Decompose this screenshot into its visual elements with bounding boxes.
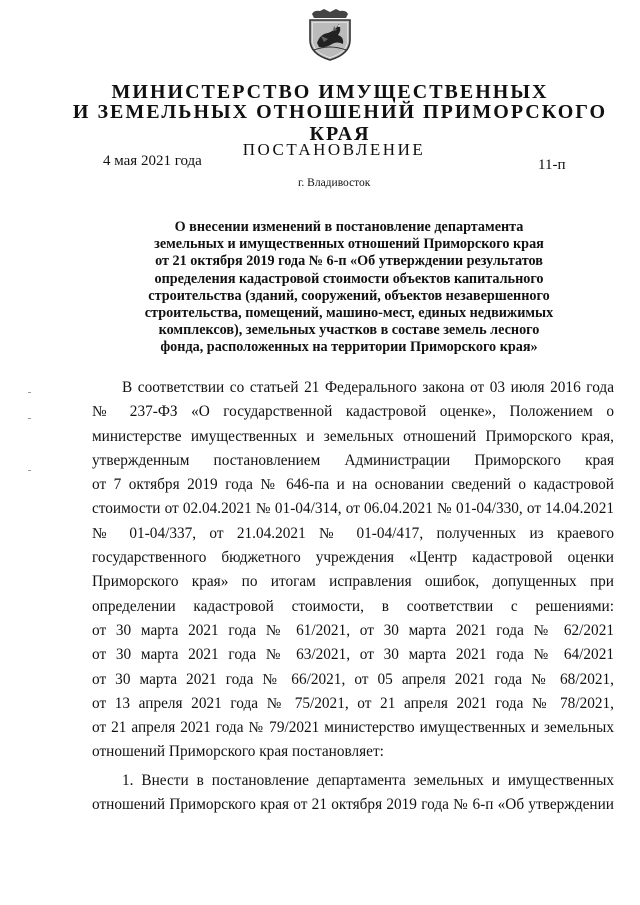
body-line: министерстве имущественных и земельных отношений Приморского края, [92, 427, 614, 445]
body-line: от 7 октября 2019 года № 646-па и на основании сведений о кадастровой [92, 476, 614, 494]
document-number: 11-п [538, 157, 566, 173]
scan-mark [28, 418, 31, 419]
body-line: стоимости от 02.04.2021 № 01-04/314, от 06.04.2021 № 01-04/330, от 14.04.2021 [92, 500, 614, 518]
body-line: определении кадастровой стоимости, в соответствии с решениями: [92, 597, 614, 615]
body-line: 1. Внести в постановление департамента земельных и имущественных [122, 771, 614, 789]
body-line: от 30 марта 2021 года № 63/2021, от 30 марта 2021 года № 64/2021 [92, 646, 614, 664]
coat-of-arms-icon [306, 8, 354, 62]
body-line: отношений Приморского края постановляет: [92, 743, 384, 761]
body-line: от 30 марта 2021 года № 66/2021, от 05 апреля 2021 года № 68/2021, [92, 670, 614, 688]
ministry-name-line-1: МИНИСТЕРСТВО ИМУЩЕСТВЕННЫХ [111, 81, 549, 103]
body-line: утвержденным постановлением Администрации Приморского края [92, 451, 614, 469]
title-line: комплексов), земельных участков в составе земель лесного [158, 322, 540, 339]
document-type: ПОСТАНОВЛЕНИЕ [242, 140, 426, 159]
document-city: г. Владивосток [298, 177, 371, 189]
scan-mark [28, 392, 31, 393]
scan-mark [28, 470, 31, 471]
title-line: строительства (зданий, сооружений, объектов незавершенного [148, 287, 550, 304]
document-date: 4 мая 2021 года [103, 153, 202, 169]
body-line: № 237-ФЗ «О государственной кадастровой оценке», Положением о [92, 403, 614, 421]
title-line: от 21 октября 2019 года № 6-п «Об утверждении результатов [155, 253, 543, 270]
title-line: земельных и имущественных отношений Приморского края [154, 236, 544, 253]
body-line: № 01-04/337, от 21.04.2021 № 01-04/417, полученных из краевого [92, 524, 614, 542]
body-line: государственного бюджетного учреждения «Центр кадастровой оценки [92, 549, 614, 567]
document-title [125, 219, 573, 357]
body-line: от 21 апреля 2021 года № 79/2021 министерство имущественных и земельных [92, 719, 614, 737]
ministry-name-line-2: И ЗЕМЕЛЬНЫХ ОТНОШЕНИЙ ПРИМОРСКОГО КРАЯ [72, 101, 608, 145]
title-line: О внесении изменений в постановление департамента [174, 219, 524, 235]
title-line: определения кадастровой стоимости объектов капитального [154, 270, 544, 287]
body-line: В соответствии со статьей 21 Федерального закона от 03 июля 2016 года [122, 379, 614, 396]
body-line: от 13 апреля 2021 года № 75/2021, от 21 апреля 2021 года № 78/2021, [92, 694, 614, 712]
body-line: отношений Приморского края от 21 октября 2019 года № 6-п «Об утверждении [92, 796, 614, 814]
title-line: фонда, расположенных на территории Приморского края» [160, 339, 538, 356]
body-line: от 30 марта 2021 года № 61/2021, от 30 марта 2021 года № 62/2021 [92, 621, 614, 639]
title-line: строительства, помещений, машино-мест, единых недвижимых [144, 305, 554, 322]
document-body [92, 376, 614, 817]
body-line: Приморского края» по итогам исправления ошибок, допущенных при [92, 573, 614, 591]
